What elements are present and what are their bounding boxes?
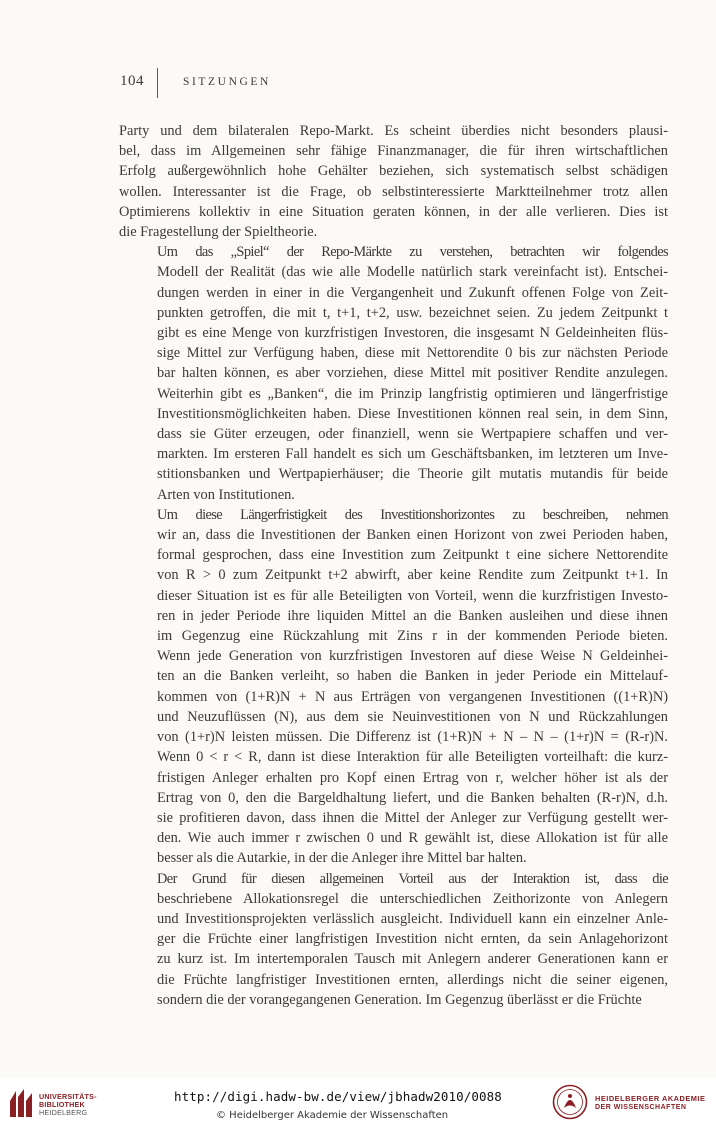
text-line: besser als die Autarkie, in der die Anleger ihre Mittel bar halten. — [157, 850, 527, 867]
text-line: kommen von (1+R)N + N aus Erträgen von vergangenen Investitionen ((1+R)N) — [157, 688, 668, 705]
text-line: sige Mittel zur Verfügung haben, diese mit Nettorendite 0 bis zur nächsten Periode — [157, 345, 668, 362]
university-library-logo-icon — [8, 1087, 34, 1119]
text-line: und Investitionsprojekten verlässlich ausgleicht. Individuell kann ein einzelner Anle- — [157, 910, 668, 927]
academy-line: HEIDELBERGER AKADEMIE — [595, 1094, 706, 1103]
text-line: und Neuzuflüssen (N), aus dem sie Neuinvestitionen von N und Rückzahlungen — [157, 708, 668, 725]
text-line: sondern die der vorangegangenen Generation. Im Gegenzug überlässt er die Früchte — [157, 991, 642, 1008]
text-line: dieser Situation ist es für alle Beteiligten von Vorteil, wenn die kurzfristigen Investo- — [157, 587, 668, 604]
text-line: dungen werden in einer in die Vergangenheit und Zukunft offenen Folge von Zeit- — [157, 284, 668, 301]
text-line: zu kurz ist. Im intertemporalen Tausch mit Anlegern anderer Generationen kann er — [157, 951, 668, 968]
text-line: Erfolg außergewöhnlich hohe Gehälter beziehen, sich systematisch selbst schädigen — [119, 163, 668, 180]
text-line: punkten getroffen, die mit t, t+1, t+2, usw. bezeichnet seien. Zu jedem Zeitpunkt t — [157, 304, 668, 321]
text-line: ren in jeder Periode ihre liquiden Mittel an die Banken ausleihen und diese ihnen — [157, 607, 668, 624]
text-line: markten. Im ersteren Fall handelt es sich um Geschäftsbanken, im letzteren um Inve- — [157, 446, 668, 463]
text-line: Um diese Längerfristigkeit des Investitionshorizontes zu beschreiben, nehmen — [157, 506, 668, 523]
text-line: die Fragestellung der Spieltheorie. — [119, 224, 318, 241]
text-line: Optimierens kollektiv in eine Situation geraten können, in der alle verlieren. Dies ist — [119, 203, 668, 220]
permalink-url[interactable]: http://digi.hadw-bw.de/view/jbhadw2010/0088 — [174, 1089, 502, 1104]
text-line: Party und dem bilateralen Repo-Markt. Es scheint überdies nicht besonders plausi- — [119, 123, 668, 139]
text-line: von (1+r)N leisten müssen. Die Differenz ist (1+R)N + N – N – (1+r)N = (R-r)N. — [157, 729, 668, 746]
text-line: bel, dass im Allgemeinen sehr fähige Finanzmanager, die für ihren wirtschaftlichen — [119, 143, 668, 160]
library-line: HEIDELBERG — [39, 1108, 88, 1117]
running-head: SITZUNGEN — [183, 76, 271, 88]
paragraph — [119, 869, 668, 1010]
text-line: wir an, dass die Investitionen der Banken einen Horizont von zwei Perioden haben, — [157, 527, 668, 544]
university-library-name — [39, 1093, 97, 1117]
text-line: bar halten können, es aber vorziehen, diese Mittel mit positiver Rendite anzulegen. — [157, 365, 668, 382]
text-line: Ertrag von 0, den die Bargeldhaltung liefert, und die Banken behalten (R-r)N, d.h. — [157, 789, 668, 806]
text-line: wollen. Interessanter ist die Frage, ob selbstinteressierte Marktteilnehmer trotz allen — [119, 183, 668, 200]
academy-name — [595, 1094, 705, 1112]
paragraph — [119, 242, 668, 505]
text-line: dass sie Güter erzeugen, oder finanziell, wenn sie Wertpapiere schaffen und ver- — [157, 426, 668, 443]
text-line: Weiterhin gibt es „Banken“, die im Prinzip langfristig optimieren und längerfristige — [157, 385, 668, 402]
academy-line: DER WISSENSCHAFTEN — [595, 1104, 687, 1111]
text-line: ten an die Banken verleiht, so haben die Banken in jeder Periode ein Mittelauf- — [157, 668, 668, 685]
text-line: von R > 0 zum Zeitpunkt t+2 abwirft, aber keine Rendite zum Zeitpunkt t+1. In — [157, 567, 668, 584]
page-number: 104 — [120, 73, 144, 89]
text-line: formal gesprochen, dass eine Investition zum Zeitpunkt t eine sichere Nettorendite — [157, 547, 668, 564]
header-divider — [157, 68, 158, 98]
text-line: Um das „Spiel“ der Repo-Märkte zu verstehen, betrachten wir folgendes — [157, 244, 668, 261]
copyright-notice: © Heidelberger Akademie der Wissenschaften — [216, 1110, 449, 1121]
footer-bar — [0, 1078, 716, 1130]
text-line: den. Wie auch immer r zwischen 0 und R gewählt ist, diese Allokation ist für alle — [157, 830, 668, 847]
body-text — [119, 121, 668, 1010]
page-header — [120, 68, 620, 98]
text-line: Arten von Institutionen. — [157, 486, 295, 503]
text-line: Investitionsmöglichkeiten haben. Diese Investitionen können real sein, in dem Sinn, — [157, 405, 668, 422]
text-line: Der Grund für diesen allgemeinen Vorteil aus der Interaktion ist, dass die — [157, 870, 668, 887]
text-line: Wenn 0 < r < R, dann ist diese Interaktion für alle Beteiligten vorteilhaft: die kurz- — [157, 749, 668, 766]
text-line: Wenn jede Generation von kurzfristigen Investoren auf diese Weise N Geldeinhei- — [157, 648, 668, 665]
text-line: im Gegenzug eine Rückzahlung mit Zins r in der kommenden Periode bieten. — [157, 628, 668, 645]
paragraph — [119, 505, 668, 869]
library-line: BIBLIOTHEK — [39, 1100, 85, 1109]
text-line: die Früchte langfristiger Investitionen ernten, allerdings nicht die seiner eigenen, — [157, 971, 668, 988]
text-line: gibt es eine Menge von kurzfristigen Investoren, die insgesamt N Geldeinheiten flüs- — [157, 325, 668, 342]
text-line: stitionsbanken und Wertpapierhäuser; die Theorie gilt mutatis mutandis für beide — [157, 466, 668, 483]
text-line: Modell der Realität (das wie alle Modelle natürlich stark vereinfacht ist). Entschei- — [157, 264, 668, 281]
text-line: beschriebene Allokationsregel die unterschiedlichen Zeithorizonte von Anlegern — [157, 890, 668, 907]
text-line: ger die Früchte einer langfristigen Investition nicht ernten, da sein Anlagehorizont — [157, 931, 668, 948]
academy-seal-icon — [552, 1084, 588, 1120]
text-line: fristigen Anleger erhalten pro Kopf einen Ertrag von r, welcher höher ist als der — [157, 769, 668, 786]
library-line: UNIVERSITÄTS- — [39, 1092, 97, 1101]
paragraph — [119, 121, 668, 242]
text-line: sie profitieren davon, dass ihnen die Mittel der Anleger zur Verfügung gestellt wer- — [157, 809, 668, 826]
